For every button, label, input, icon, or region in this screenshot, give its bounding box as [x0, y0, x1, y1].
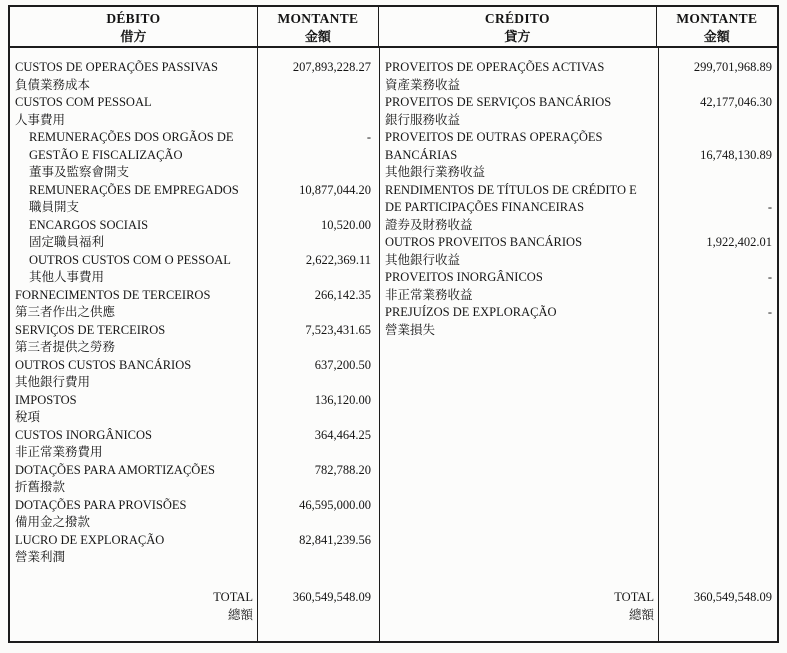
row-label: OUTROS PROVEITOS BANCÁRIOS — [385, 235, 583, 249]
column-divider — [257, 48, 259, 641]
table-row — [10, 549, 380, 567]
row-label: CUSTOS INORGÂNICOS — [15, 427, 152, 442]
row-amount: 782,788.20 — [314, 462, 371, 477]
row-label: 固定職員福利 — [29, 235, 105, 249]
row-label: PROVEITOS DE OPERAÇÕES ACTIVAS — [385, 60, 605, 74]
table-row — [10, 322, 380, 340]
row-amount — [258, 304, 380, 322]
row-label: 稅項 — [15, 410, 41, 424]
row-amount: 364,464.25 — [314, 427, 371, 442]
row-label: CUSTOS DE OPERAÇÕES PASSIVAS — [15, 60, 218, 74]
row-label: 證券及財務收益 — [385, 217, 473, 232]
row-label: PROVEITOS DE SERVIÇOS BANCÁRIOS — [385, 95, 612, 109]
table-row — [10, 217, 380, 235]
table-row — [10, 112, 380, 130]
row-amount — [659, 164, 781, 182]
table-row — [380, 217, 781, 235]
row-amount — [258, 269, 380, 287]
table-row — [10, 427, 380, 445]
row-label: 資產業務收益 — [385, 77, 461, 92]
table-row — [10, 374, 380, 392]
row-label: RENDIMENTOS DE TÍTULOS DE CRÉDITO E — [385, 182, 637, 197]
table-row — [10, 357, 380, 375]
header-amount-debit-zh: 金額 — [304, 29, 331, 44]
row-label: 人事費用 — [15, 112, 66, 127]
row-amount — [659, 217, 781, 235]
header-credit-pt: CRÉDITO — [484, 11, 550, 26]
header-debit-zh: 借方 — [120, 29, 147, 44]
table-row — [380, 234, 781, 252]
table-row — [10, 479, 380, 497]
table-row — [10, 59, 380, 77]
profit-loss-table — [8, 5, 779, 643]
header-amount-credit — [656, 7, 777, 46]
row-amount — [258, 234, 380, 252]
credit-total-label-pt: TOTAL — [614, 590, 654, 604]
row-label: 負債業務成本 — [15, 77, 91, 92]
table-row — [380, 129, 781, 147]
table-row — [10, 532, 380, 550]
row-amount: 42,177,046.30 — [700, 95, 772, 109]
header-credit — [378, 7, 656, 46]
row-label: 第三者作出之供應 — [15, 305, 116, 319]
row-label: 董事及監察會開支 — [29, 165, 130, 179]
row-label: DE PARTICIPAÇÕES FINANCEIRAS — [385, 200, 585, 214]
table-row — [10, 234, 380, 252]
table-row — [380, 77, 781, 95]
row-label: 職員開支 — [29, 200, 80, 214]
row-amount — [258, 514, 380, 532]
table-row — [10, 462, 380, 480]
debit-total-label-zh: 總額 — [227, 607, 253, 622]
table-row — [10, 77, 380, 95]
credit-total-amount: 360,549,548.09 — [693, 590, 772, 604]
table-row — [10, 182, 380, 200]
row-amount — [258, 479, 380, 497]
row-amount: - — [366, 130, 371, 144]
row-amount: 10,520.00 — [321, 217, 371, 232]
row-label: 第三者提供之勞務 — [15, 340, 116, 354]
row-label: 非正常業務收益 — [385, 287, 473, 302]
header-amount-debit — [257, 7, 378, 46]
row-label: 其他銀行業務收益 — [385, 165, 486, 179]
table-row — [380, 287, 781, 305]
row-label: SERVIÇOS DE TERCEIROS — [15, 322, 166, 337]
table-row — [10, 269, 380, 287]
row-amount — [258, 112, 380, 130]
row-label: PROVEITOS INORGÂNICOS — [385, 270, 543, 284]
table-row — [380, 322, 781, 340]
row-label: DOTAÇÕES PARA PROVISÕES — [15, 497, 187, 512]
row-amount: 10,877,044.20 — [299, 182, 371, 197]
table-row — [10, 252, 380, 270]
column-divider — [658, 48, 660, 641]
row-amount: 7,523,431.65 — [305, 322, 371, 337]
row-amount — [258, 94, 380, 112]
row-amount: - — [767, 200, 772, 214]
row-amount: - — [767, 270, 772, 284]
row-amount: 2,622,369.11 — [305, 252, 371, 267]
table-row — [10, 409, 380, 427]
row-amount: 46,595,000.00 — [299, 497, 371, 512]
row-amount — [659, 77, 781, 95]
debit-total-label — [10, 589, 258, 624]
row-amount — [258, 549, 380, 567]
row-label: IMPOSTOS — [15, 392, 77, 407]
row-amount — [258, 339, 380, 357]
table-row — [380, 182, 781, 200]
table-row — [380, 94, 781, 112]
table-row — [380, 269, 781, 287]
debit-total-label-pt: TOTAL — [213, 590, 253, 604]
table-row — [10, 164, 380, 182]
row-amount — [258, 164, 380, 182]
row-label: OUTROS CUSTOS BANCÁRIOS — [15, 357, 192, 372]
row-amount: 1,922,402.01 — [706, 235, 772, 249]
row-label: PREJUÍZOS DE EXPLORAÇÃO — [385, 305, 557, 319]
row-amount — [659, 252, 781, 270]
row-amount: 207,893,228.27 — [292, 60, 371, 74]
row-label: OUTROS CUSTOS COM O PESSOAL — [29, 252, 231, 267]
table-row — [10, 287, 380, 305]
table-row — [10, 304, 380, 322]
table-row — [380, 199, 781, 217]
header-debit — [10, 7, 257, 46]
row-label: 備用金之撥款 — [15, 515, 91, 529]
row-amount — [258, 444, 380, 462]
row-label: ENCARGOS SOCIAIS — [29, 217, 149, 232]
table-row — [380, 304, 781, 322]
table-row — [10, 129, 380, 147]
row-amount — [258, 77, 380, 95]
table-row — [380, 147, 781, 165]
row-amount — [258, 147, 380, 165]
credit-total-label — [380, 589, 659, 624]
row-label: REMUNERAÇÕES DOS ORGÃOS DE — [29, 130, 234, 144]
row-label: 銀行服務收益 — [385, 112, 461, 127]
row-label: GESTÃO E FISCALIZAÇÃO — [29, 147, 183, 162]
debit-panel — [10, 48, 380, 641]
credit-panel — [380, 48, 781, 641]
header-credit-zh: 貸方 — [504, 29, 531, 44]
table-row — [10, 94, 380, 112]
row-label: CUSTOS COM PESSOAL — [15, 95, 152, 109]
row-label: 非正常業務費用 — [15, 445, 103, 459]
column-divider — [379, 48, 381, 641]
table-row — [10, 392, 380, 410]
row-label: 其他銀行費用 — [15, 375, 91, 389]
row-label: 其他銀行收益 — [385, 252, 461, 267]
row-amount — [659, 287, 781, 305]
row-label: REMUNERAÇÕES DE EMPREGADOS — [29, 182, 239, 197]
table-body — [10, 48, 777, 641]
row-label: DOTAÇÕES PARA AMORTIZAÇÕES — [15, 462, 215, 477]
debit-total-row — [10, 589, 380, 624]
debit-total-amount: 360,549,548.09 — [292, 590, 371, 604]
row-label: 營業利潤 — [15, 550, 66, 564]
row-amount — [258, 409, 380, 427]
header-amount-credit-zh: 金額 — [703, 29, 730, 44]
table-row — [380, 112, 781, 130]
debit-line-items — [10, 48, 380, 567]
row-amount — [258, 199, 380, 217]
row-amount — [258, 374, 380, 392]
row-label: 營業損失 — [385, 322, 436, 337]
table-row — [10, 444, 380, 462]
row-amount: 82,841,239.56 — [299, 532, 371, 547]
table-row — [10, 199, 380, 217]
row-label: 其他人事費用 — [29, 270, 105, 284]
row-amount: 16,748,130.89 — [700, 147, 772, 162]
table-row — [380, 59, 781, 77]
table-row — [380, 252, 781, 270]
row-amount: 637,200.50 — [314, 357, 371, 372]
table-header-row — [10, 7, 777, 48]
row-amount: 136,120.00 — [314, 392, 371, 407]
row-label: BANCÁRIAS — [385, 147, 458, 162]
row-amount — [659, 322, 781, 340]
header-debit-pt: DÉBITO — [106, 11, 161, 26]
credit-total-row — [380, 589, 781, 624]
table-row — [10, 497, 380, 515]
row-label: 折舊撥款 — [15, 480, 66, 494]
credit-line-items — [380, 48, 781, 339]
row-label: LUCRO DE EXPLORAÇÃO — [15, 532, 165, 547]
table-row — [10, 339, 380, 357]
row-label: FORNECIMENTOS DE TERCEIROS — [15, 287, 211, 302]
header-amount-debit-pt: MONTANTE — [277, 11, 359, 26]
row-amount — [659, 129, 781, 147]
table-row — [10, 147, 380, 165]
row-amount: - — [767, 305, 772, 319]
header-amount-credit-pt: MONTANTE — [676, 11, 758, 26]
row-label: PROVEITOS DE OUTRAS OPERAÇÕES — [385, 130, 603, 144]
row-amount — [659, 182, 781, 200]
row-amount: 299,701,968.89 — [693, 60, 772, 74]
row-amount — [659, 112, 781, 130]
table-row — [10, 514, 380, 532]
credit-total-label-zh: 總額 — [628, 607, 654, 622]
row-amount: 266,142.35 — [314, 287, 371, 302]
table-row — [380, 164, 781, 182]
